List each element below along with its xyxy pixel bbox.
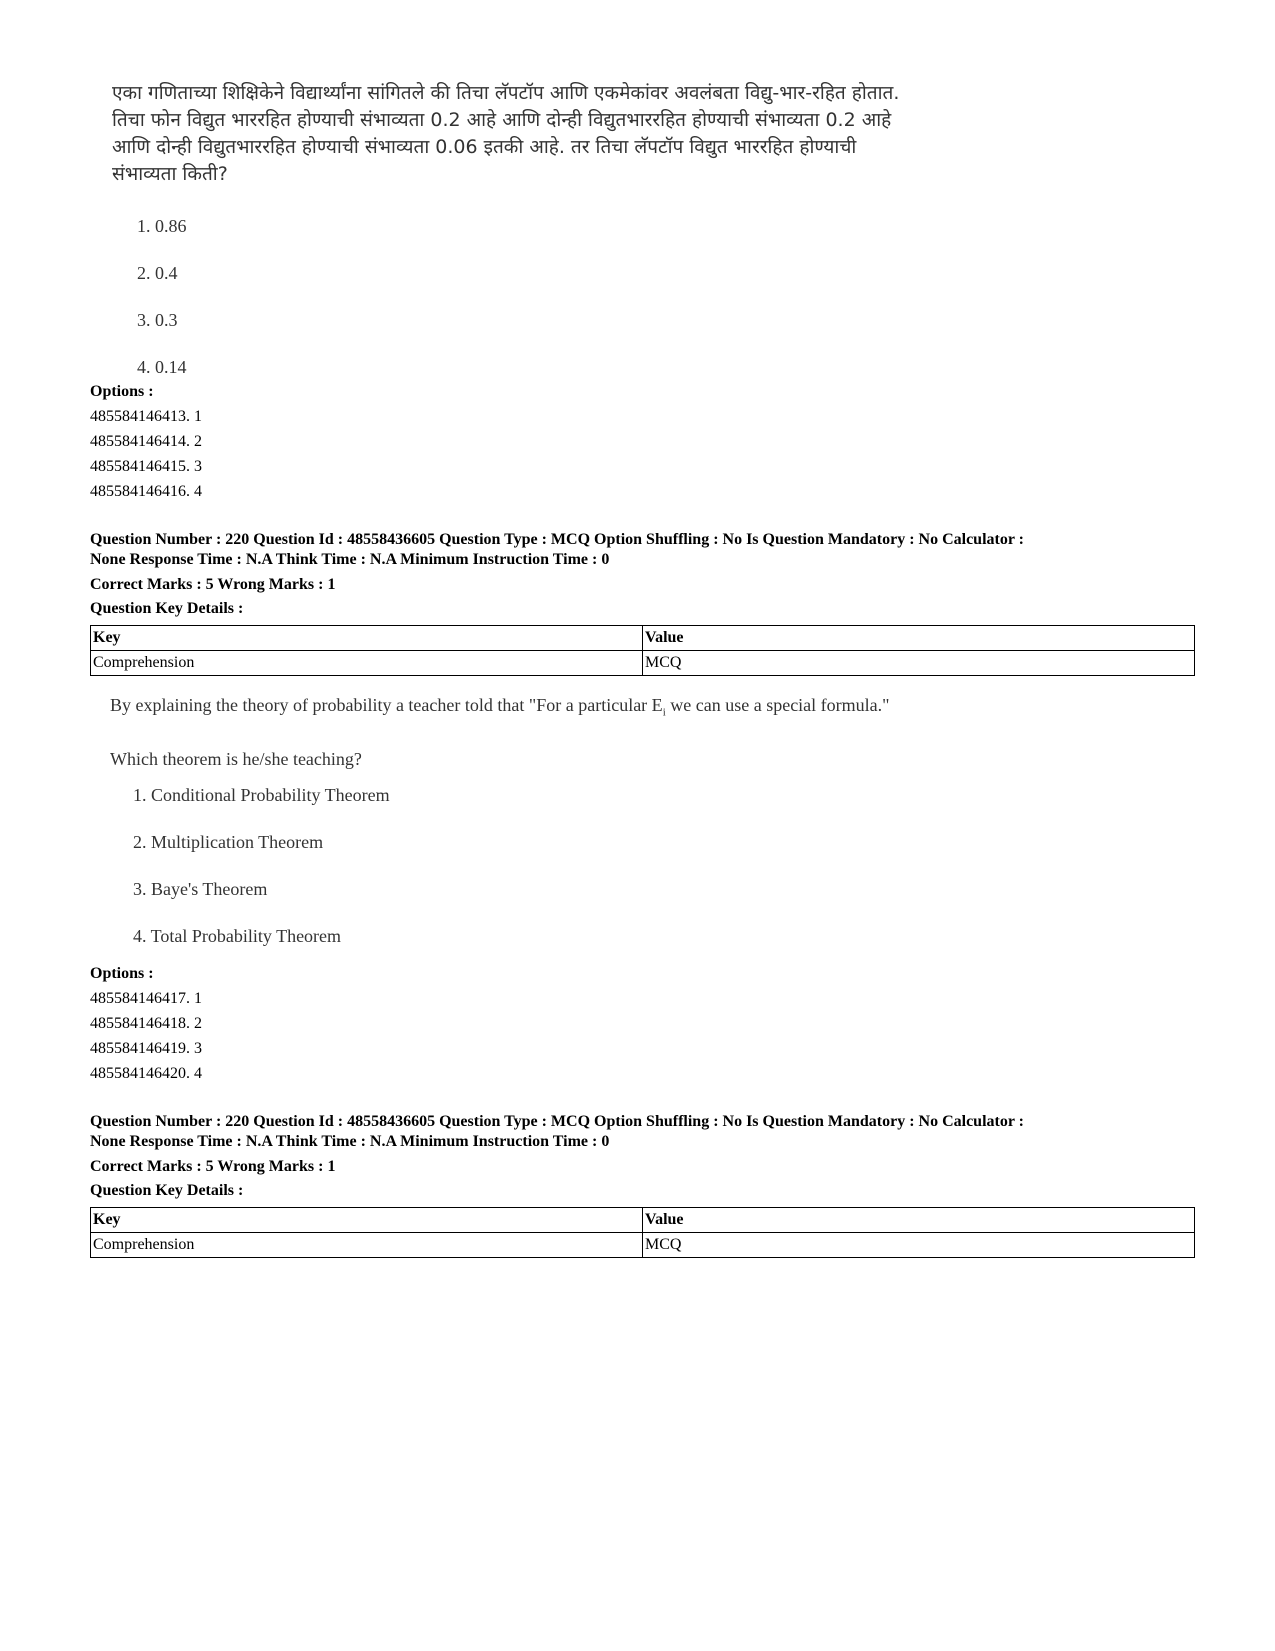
- option-id: 485584146413. 1: [90, 408, 202, 425]
- option-id: 485584146417. 1: [90, 990, 202, 1007]
- question-2-choices: [106, 772, 390, 960]
- question-2-options: [90, 962, 1195, 1086]
- question-2-choice: 2. Multiplication Theorem: [133, 832, 324, 852]
- question-1-choices: [110, 203, 187, 391]
- question-1-text-line: आणि दोन्ही विद्युतभाररहित होण्याची संभाव्यता 0.06 इतकी आहे. तर तिचा लॅपटॉप विद्युत भाररहित होण्याची: [112, 136, 857, 158]
- question-1-text-line: एका गणिताच्या शिक्षिकेने विद्यार्थ्यांना सांगितले की तिचा लॅपटॉप आणि एकमेकांवर अवलंबता विद्यु-भार-रहित होतात.: [112, 82, 900, 104]
- question-1-choice: 1. 0.86: [137, 216, 187, 236]
- options-label: Options :: [90, 965, 154, 982]
- table-header-row: [91, 626, 1195, 651]
- table-cell-value: MCQ: [643, 651, 1195, 676]
- question-2-key-table-wrap: [90, 622, 1195, 676]
- key-details-table: [90, 625, 1195, 676]
- table-row: [91, 651, 1195, 676]
- question-1-text-line: तिचा फोन विद्युत भाररहित होण्याची संभाव्यता 0.2 आहे आणि दोन्ही विद्युतभाररहित होण्याची संभाव्यता 0.2 आहे: [112, 109, 892, 131]
- question-meta-line: Question Number : 220 Question Id : 48558436605 Question Type : MCQ Option Shuffling : No Is Question Mandatory : No Calculator :: [90, 531, 1024, 548]
- question-2-text-line: [110, 693, 890, 725]
- option-id: 485584146414. 2: [90, 433, 202, 450]
- question-1-text-line: संभाव्यता किती?: [112, 163, 228, 185]
- options-label: Options :: [90, 383, 154, 400]
- table-cell-key: Comprehension: [91, 651, 643, 676]
- question-2-text-part: we can use a special formula.": [665, 695, 890, 715]
- question-2-choice: 1. Conditional Probability Theorem: [133, 785, 390, 805]
- question-meta-line: None Response Time : N.A Think Time : N.A Minimum Instruction Time : 0: [90, 1133, 610, 1150]
- question-1-choice: 2. 0.4: [137, 263, 178, 283]
- question-meta-line: None Response Time : N.A Think Time : N.A Minimum Instruction Time : 0: [90, 551, 610, 568]
- question-meta-line: Question Number : 220 Question Id : 48558436605 Question Type : MCQ Option Shuffling : No Is Question Mandatory : No Calculator :: [90, 1113, 1024, 1130]
- table-header-key: Key: [91, 626, 643, 651]
- question-3-header: [90, 1112, 1195, 1152]
- question-3-marks: [90, 1155, 1195, 1203]
- question-1-text: [112, 80, 1032, 188]
- question-1-choice: 3. 0.3: [137, 310, 178, 330]
- question-1-options: [90, 380, 1195, 504]
- marks-line: Correct Marks : 5 Wrong Marks : 1: [90, 576, 336, 593]
- question-2-image: [110, 693, 890, 771]
- key-details-label: Question Key Details :: [90, 600, 244, 617]
- question-1-choice: 4. 0.14: [137, 357, 187, 377]
- option-id: 485584146416. 4: [90, 483, 202, 500]
- question-2-header: [90, 530, 1195, 570]
- table-cell-value: MCQ: [643, 1233, 1195, 1258]
- question-2-text-line: Which theorem is he/she teaching?: [110, 748, 362, 769]
- key-details-label: Question Key Details :: [90, 1182, 244, 1199]
- question-1-image: [112, 80, 1032, 188]
- question-2-text-subscript: i: [662, 706, 666, 719]
- option-id: 485584146418. 2: [90, 1015, 202, 1032]
- table-row: [91, 1233, 1195, 1258]
- question-2-text-part: By explaining the theory of probability a teacher told that "For a particular E: [110, 695, 663, 715]
- table-header-key: Key: [91, 1208, 643, 1233]
- question-2-choice: 3. Baye's Theorem: [133, 879, 268, 899]
- option-id: 485584146419. 3: [90, 1040, 202, 1057]
- question-3-key-table-wrap: [90, 1204, 1195, 1258]
- option-id: 485584146420. 4: [90, 1065, 202, 1082]
- question-2-marks: [90, 573, 1195, 621]
- key-details-table: [90, 1207, 1195, 1258]
- table-header-row: [91, 1208, 1195, 1233]
- marks-line: Correct Marks : 5 Wrong Marks : 1: [90, 1158, 336, 1175]
- table-cell-key: Comprehension: [91, 1233, 643, 1258]
- table-header-value: Value: [643, 626, 1195, 651]
- table-header-value: Value: [643, 1208, 1195, 1233]
- question-2-choice: 4. Total Probability Theorem: [133, 926, 342, 946]
- option-id: 485584146415. 3: [90, 458, 202, 475]
